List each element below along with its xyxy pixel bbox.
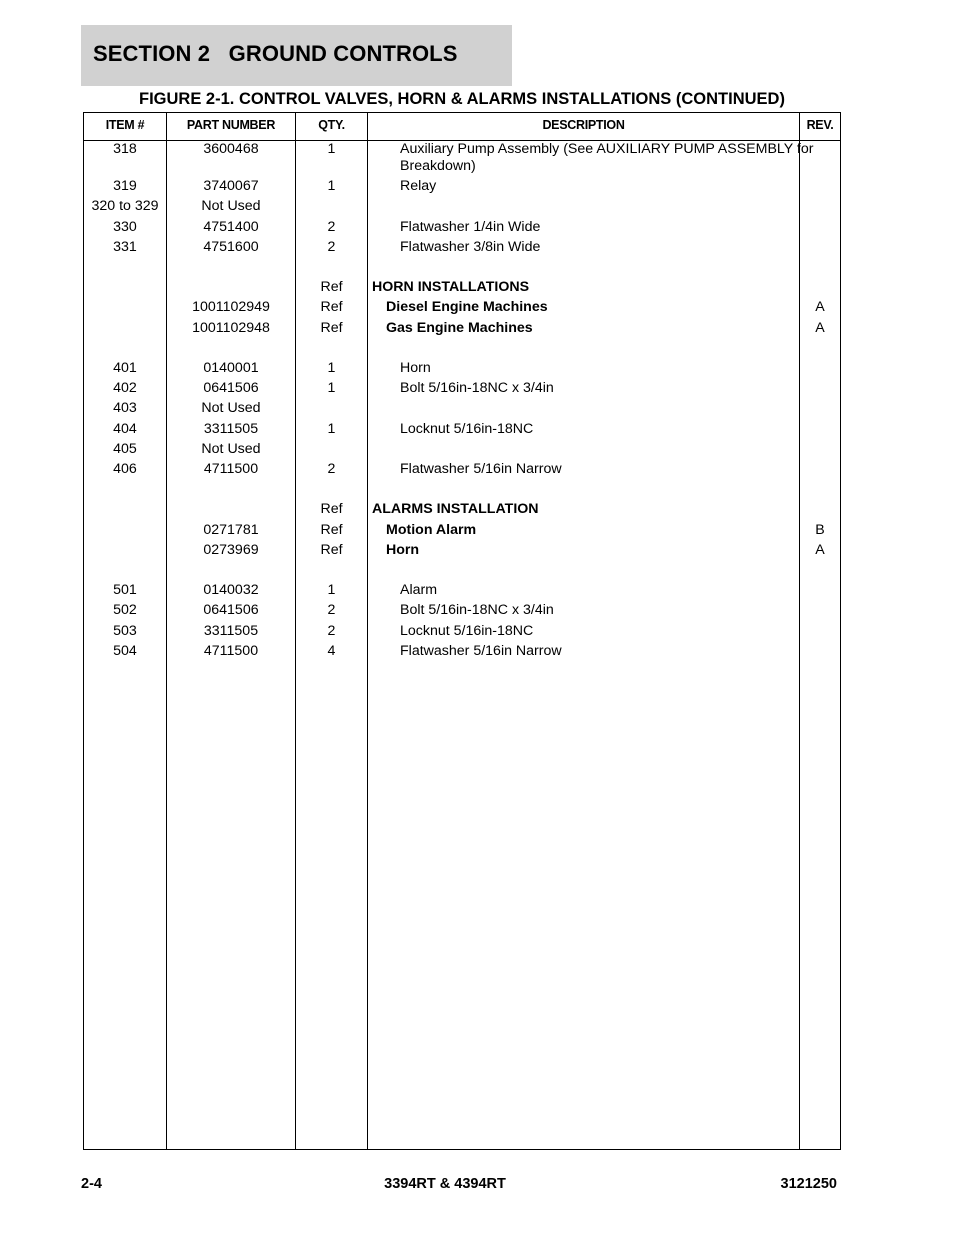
item-number-cell: 405: [113, 440, 137, 457]
header-item: ITEM #: [105, 118, 145, 132]
qty-cell: 1: [327, 360, 336, 376]
description-cell: Horn: [400, 360, 431, 376]
part-number-cell: 0641506: [203, 602, 259, 619]
part-number-cell: 3600468: [203, 141, 259, 157]
description-cell: Bolt 5/16in-18NC x 3/4in: [400, 602, 554, 619]
item-number-cell: 503: [113, 622, 137, 639]
description-cell: Gas Engine Machines: [386, 319, 533, 336]
part-number-cell: 3740067: [203, 178, 259, 195]
qty-cell: 1: [327, 420, 336, 437]
qty-cell: 2: [327, 622, 336, 639]
description-cell: Motion Alarm: [386, 521, 477, 538]
part-number-cell: 3311505: [203, 420, 259, 437]
footer-model: 3394RT & 4394RT: [384, 1176, 506, 1192]
description-cell: Horn: [386, 541, 420, 558]
header-part-number: PART NUMBER: [186, 118, 276, 132]
part-number-cell: Not Used: [201, 400, 261, 417]
part-number-cell: 3311505: [203, 622, 259, 639]
qty-cell: Ref: [320, 501, 343, 518]
description-cell: Alarm: [400, 582, 438, 599]
item-number-cell: 319: [113, 178, 137, 195]
description-cell: Locknut 5/16in-18NC: [400, 420, 534, 437]
rev-cell: A: [815, 319, 825, 336]
part-number-cell: Not Used: [201, 198, 261, 215]
item-number-cell: 502: [113, 602, 137, 619]
qty-cell: 2: [327, 602, 336, 619]
item-number-cell: 320 to 329: [91, 198, 159, 215]
qty-cell: Ref: [320, 319, 343, 336]
qty-cell: 4: [327, 642, 336, 659]
footer-doc-number: 3121250: [780, 1176, 837, 1192]
description-cell: Flatwasher 1/4in Wide: [400, 218, 541, 235]
description-cell: Relay: [400, 178, 437, 195]
description-cell: Locknut 5/16in-18NC: [400, 622, 534, 639]
item-number-cell: 331: [113, 238, 137, 255]
item-number-cell: 402: [113, 380, 137, 397]
description-cell: ALARMS INSTALLATION: [372, 501, 539, 518]
item-number-cell: 330: [113, 218, 137, 235]
part-number-cell: 0641506: [203, 380, 259, 397]
figure-title: FIGURE 2-1. CONTROL VALVES, HORN & ALARMS INSTALLATIONS (CONTINUED): [139, 90, 785, 108]
item-number-cell: 501: [113, 582, 137, 599]
qty-cell: 2: [327, 218, 336, 235]
qty-cell: 2: [327, 461, 336, 477]
part-number-cell: Not Used: [201, 440, 261, 457]
section-header: [81, 25, 512, 86]
qty-cell: 1: [327, 380, 336, 397]
description-cell: Bolt 5/16in-18NC x 3/4in: [400, 380, 554, 397]
header-description: DESCRIPTION: [542, 118, 625, 132]
qty-cell: Ref: [320, 299, 343, 316]
part-number-cell: 1001102948: [192, 319, 270, 336]
qty-cell: 2: [327, 238, 336, 255]
header-qty: QTY.: [318, 118, 345, 132]
section-title: SECTION 2 GROUND CONTROLS: [93, 41, 458, 66]
part-number-cell: 0140032: [203, 582, 259, 599]
rev-cell: A: [815, 541, 825, 558]
part-number-cell: 4751400: [203, 218, 259, 235]
description-cell: Auxiliary Pump Assembly (See AUXILIARY PUMP ASSEMBLY for Breakdown): [400, 141, 814, 174]
item-number-cell: 318: [113, 141, 137, 157]
item-number-cell: 406: [113, 461, 137, 477]
part-number-cell: 4711500: [203, 642, 259, 659]
rev-cell: B: [815, 521, 825, 538]
item-number-cell: 504: [113, 642, 137, 659]
part-number-cell: 0273969: [203, 541, 259, 558]
part-number-cell: 0271781: [203, 521, 259, 538]
item-number-cell: 403: [113, 400, 137, 417]
item-number-cell: 404: [113, 420, 137, 437]
description-cell: HORN INSTALLATIONS: [372, 279, 530, 296]
column-divider: [367, 113, 368, 1149]
part-number-cell: 0140001: [203, 360, 259, 376]
parts-table: [83, 112, 841, 1150]
qty-cell: Ref: [320, 279, 343, 296]
rev-cell: A: [815, 299, 825, 316]
qty-cell: 1: [327, 582, 336, 599]
description-cell: Flatwasher 3/8in Wide: [400, 238, 541, 255]
footer-page-number: 2-4: [81, 1176, 102, 1192]
description-cell: Flatwasher 5/16in Narrow: [400, 642, 562, 659]
header-rev: REV.: [806, 118, 834, 132]
part-number-cell: 4751600: [203, 238, 259, 255]
description-cell: Diesel Engine Machines: [386, 299, 548, 316]
qty-cell: 1: [327, 141, 336, 157]
description-cell: Flatwasher 5/16in Narrow: [400, 461, 562, 477]
qty-cell: 1: [327, 178, 336, 195]
qty-cell: Ref: [320, 541, 343, 558]
part-number-cell: 1001102949: [192, 299, 270, 316]
part-number-cell: 4711500: [203, 461, 259, 477]
qty-cell: Ref: [320, 521, 343, 538]
item-number-cell: 401: [113, 360, 137, 376]
